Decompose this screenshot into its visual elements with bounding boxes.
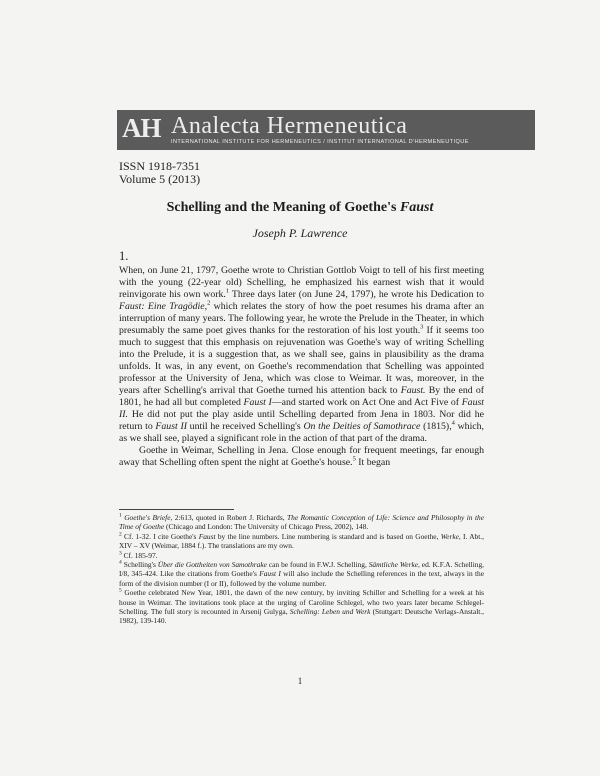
title-emphasis: Faust xyxy=(399,200,434,215)
text-emphasis: Goethe's Briefe, xyxy=(124,513,173,522)
page-number: 1 xyxy=(297,676,303,686)
text-run: can be found in F.W.J. Schelling, xyxy=(266,560,369,570)
text-emphasis: Werke, xyxy=(440,531,461,541)
text-emphasis: The Romantic Conception of Life: Science and Philosophy in the Time of Goethe xyxy=(119,513,484,532)
text-emphasis: On the Deities of Samothrace xyxy=(303,421,421,432)
footnotes xyxy=(119,513,484,626)
footnote-number: 3 xyxy=(119,550,122,557)
text-run: until he received Schelling's xyxy=(186,421,304,432)
footnote-number: 2 xyxy=(119,531,122,538)
text-run: (Chicago and London: The University of Chicago Press, 2002), 148. xyxy=(164,522,369,532)
footnote-ref-1[interactable]: 1 xyxy=(225,287,230,295)
issn-block xyxy=(119,160,200,186)
footnote-2 xyxy=(119,532,484,551)
text-run: Cf. 185-97. xyxy=(123,550,158,560)
footnote-5 xyxy=(119,588,484,626)
text-run: which relates the story of how the poet resumes his drama after an interruption of many years. The following year, he wrote the Prelude in the Theater, in which presumably the same poet gives thanks for the restoration of his lost youth. xyxy=(119,301,485,336)
footnote-ref-4[interactable]: 4 xyxy=(451,419,455,427)
text-run: Cf. 1-32. I cite Goethe's xyxy=(124,531,199,541)
text-run: which, as we shall see, played a significant role in the action of that part of the drama. xyxy=(119,421,484,444)
text-run: By the end of 1801, he had all but completed xyxy=(119,385,484,408)
volume: Volume 5 (2013) xyxy=(119,172,201,186)
text-emphasis: Faust. xyxy=(400,385,426,396)
text-run: 2:613, quoted in Robert J. Richards, xyxy=(172,513,288,522)
footnote-1 xyxy=(119,513,484,532)
text-emphasis: Faust I xyxy=(259,569,281,579)
journal-name: Analecta Hermeneutica xyxy=(171,113,408,139)
text-run: When, on June 21, 1797, Goethe wrote to Christian Gottlob Voigt to tell of his first meeting with the young (22-year old) Schelling, he emphasized his earnest wish that it would reinvigorate his own work. xyxy=(119,265,484,300)
text-emphasis: Faust II xyxy=(155,421,187,432)
article-author: Joseph P. Lawrence xyxy=(252,226,348,240)
footnote-3 xyxy=(119,551,484,560)
journal-subtitle: INTERNATIONAL INSTITUTE FOR HERMENEUTICS / INSTITUT INTERNATIONAL D'HERMENEUTIQUE xyxy=(171,139,469,145)
issn: ISSN 1918-7351 xyxy=(119,159,201,173)
article-title xyxy=(0,200,600,216)
body-text xyxy=(119,265,484,469)
text-run: —and started work on Act One and Act Five of xyxy=(271,397,462,408)
text-emphasis: Faust xyxy=(198,531,216,541)
text-run: (1815), xyxy=(420,421,452,432)
text-emphasis: Über die Gottheiten von Samothrake xyxy=(157,560,267,570)
text-run: (Stuttgart: Deutsche Verlags-Anstalt., 1982), 139-140. xyxy=(119,607,484,626)
footnote-divider xyxy=(119,509,234,510)
text-emphasis: Faust I xyxy=(243,397,272,408)
footnote-number: 5 xyxy=(119,587,122,594)
text-run: by the line numbers. Line numbering is standard and is based on Goethe, xyxy=(215,531,441,541)
text-run: Goethe in Weimar, Schelling in Jena. Close enough for frequent meetings, far enough away that Schelling often spent the night at Goethe's house. xyxy=(119,445,484,468)
text-run: ed. K.F.A. Schelling, I/8, 345-424. Like the citations from Goethe's xyxy=(119,560,484,579)
footnote-ref-2[interactable]: 2 xyxy=(207,299,211,307)
text-emphasis: Sämtliche Werke, xyxy=(368,560,420,570)
footnote-4 xyxy=(119,560,484,588)
footnote-number: 4 xyxy=(119,559,122,566)
journal-logo: AH xyxy=(122,113,161,143)
text-emphasis: Faust: Eine Tragödie, xyxy=(119,301,208,312)
footnote-ref-5[interactable]: 5 xyxy=(352,455,356,463)
text-run: will also include the Schelling references in the text, always in the form of the division number (I or II), followed by the volume number. xyxy=(119,569,484,588)
text-run: If it seems too much to suggest that this emphasis on rejuvenation was Goethe's way of writing Schelling into the Prelude, it is a suggestion that, as we shall see, gains in plausibility as the drama unfolds. It was, in any event, on Goethe's recommendation that Schelling was appointed professor at the University of Jena, which was close to Weimar. It was, moreover, in the years after Schelling's arrival that Goethe turned his attention back to xyxy=(119,325,484,396)
text-run: Three days later (on June 24, 1797), he wrote his Dedication to xyxy=(229,289,484,300)
text-run: Goethe celebrated New Year, 1801, the dawn of the new century, by inviting Schiller and Schelling for a week at his house in Weimar. The invitations took place at the urging of Caroline Schlegel, who two years later became Schlegel-Schelling. The full story is recounted in Arsenij Gulyga, xyxy=(119,588,484,617)
text-emphasis: Faust II. xyxy=(119,397,485,420)
section-number: 1. xyxy=(119,249,129,263)
text-run: I. Abt., XIV – XV (Weimar, 1884 f.). The translations are my own. xyxy=(119,531,484,551)
paragraph-2 xyxy=(119,445,484,469)
paragraph-1 xyxy=(119,265,484,445)
text-run: Schelling's xyxy=(123,560,158,570)
journal-banner xyxy=(117,110,535,150)
footnote-number: 1 xyxy=(119,512,122,519)
text-run: He did not put the play aside until Schelling departed from Jena in 1803. Nor did he return to xyxy=(119,409,484,432)
text-run: It began xyxy=(355,457,391,468)
title-text: Schelling and the Meaning of Goethe's xyxy=(166,200,400,215)
text-emphasis: Schelling: Leben und Werk xyxy=(289,607,371,617)
footnote-ref-3[interactable]: 3 xyxy=(420,323,424,331)
